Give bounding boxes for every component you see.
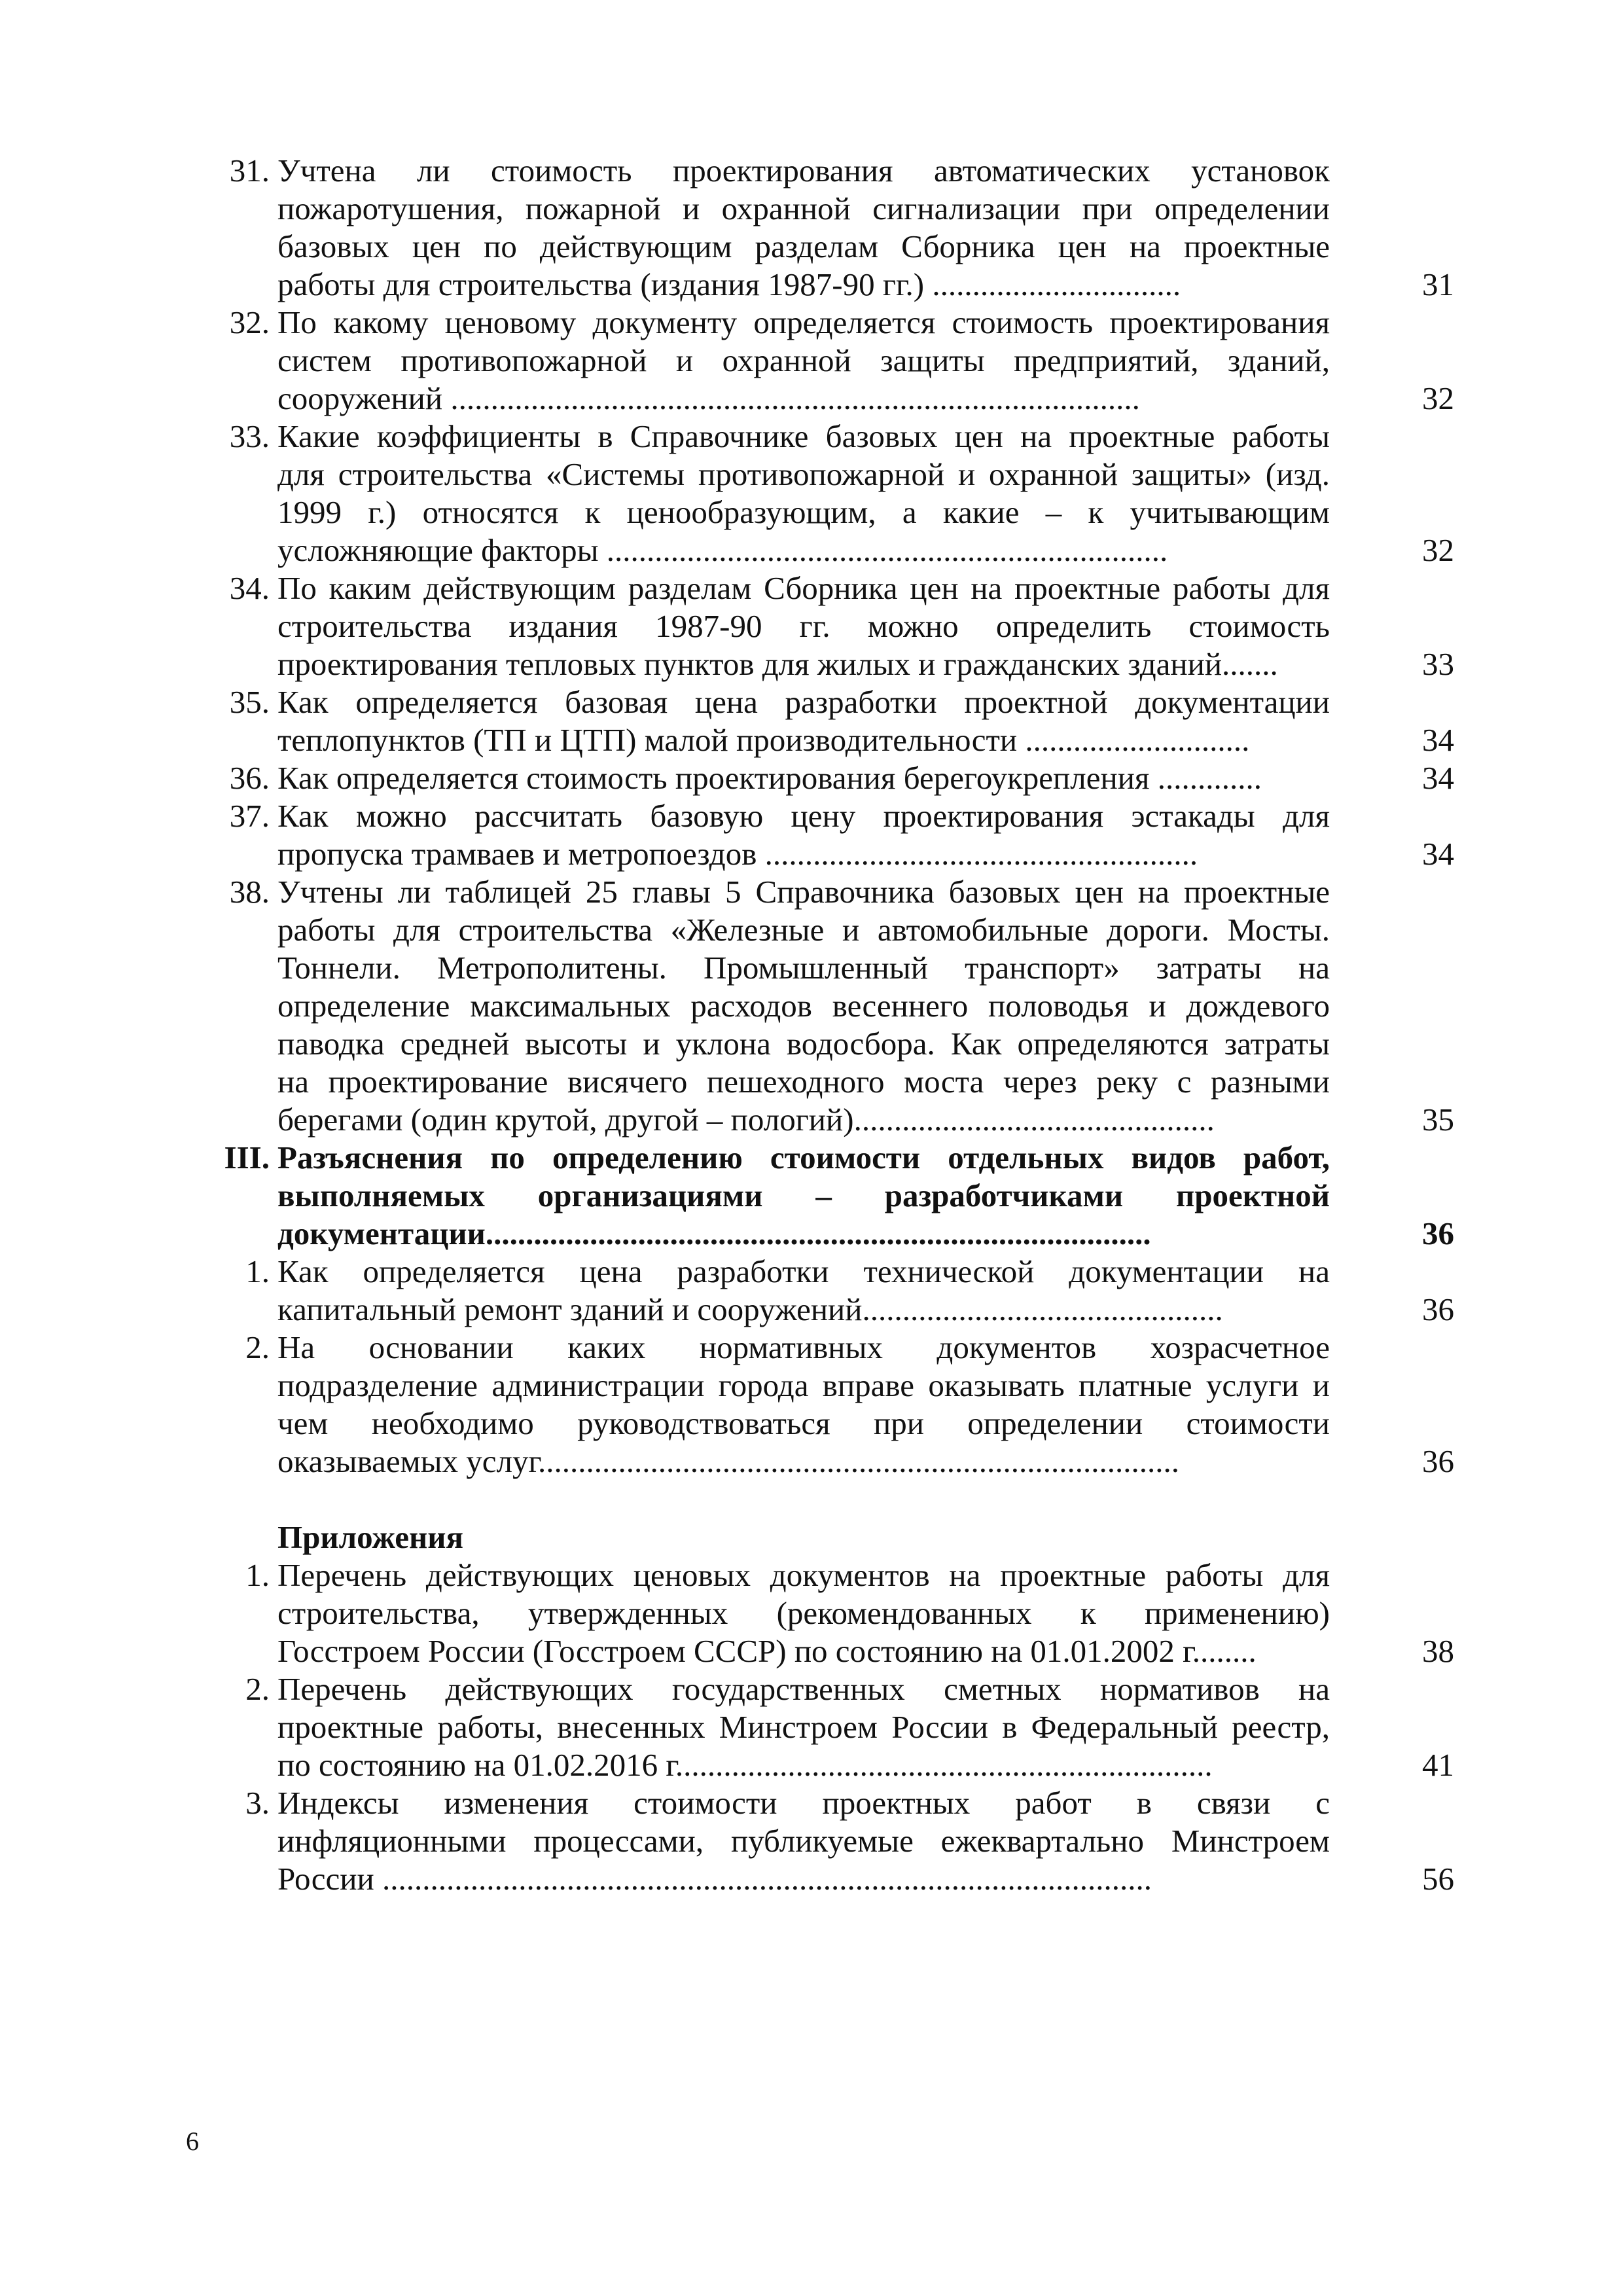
toc-entry-line: подразделение администрации города вправе оказывать платные услуги и	[277, 1367, 1330, 1403]
toc-entry-line: Перечень действующих ценовых документов на проектные работы для	[277, 1557, 1330, 1593]
toc-entry-line: документации...................................................................................	[277, 1215, 1151, 1251]
toc-entry-line: Перечень действующих государственных сметных нормативов на	[277, 1671, 1330, 1707]
toc-entry-line: России ................................................................................................	[277, 1861, 1152, 1897]
toc-entry-line: Разъяснения по определению стоимости отдельных видов работ,	[277, 1139, 1330, 1175]
toc-entry-line: Как определяется стоимость проектирования берегоукрепления .............	[277, 760, 1262, 796]
toc-entry-line: сооружений ......................................................................................	[277, 380, 1140, 416]
toc-page-number: 56	[1422, 1861, 1454, 1897]
toc-entry-line: инфляционными процессами, публикуемые ежеквартально Минстроем	[277, 1823, 1330, 1859]
toc-entry-line: работы для строительства (издания 1987-90 гг.) ...............................	[277, 266, 1181, 302]
toc-page-number: 35	[1422, 1102, 1454, 1138]
toc-entry-line: теплопунктов (ТП и ЦТП) малой производительности ............................	[277, 722, 1250, 758]
toc-entry-line: пожаротушения, пожарной и охранной сигнализации при определении	[277, 190, 1330, 226]
toc-entry-line: По каким действующим разделам Сборника цен на проектные работы для	[277, 570, 1330, 606]
toc-entry-number: 2.	[245, 1671, 270, 1707]
toc-entry-line: систем противопожарной и охранной защиты предприятий, зданий,	[277, 342, 1330, 378]
toc-entry-line: по состоянию на 01.02.2016 г...................................................................	[277, 1747, 1213, 1783]
toc-entry-number: 1.	[245, 1557, 270, 1593]
toc-entry-line: работы для строительства «Железные и автомобильные дороги. Мосты.	[277, 912, 1330, 948]
toc-entry-line: На основании каких нормативных документов хозрасчетное	[277, 1329, 1330, 1365]
toc-entry-number: 34.	[229, 570, 270, 606]
toc-entry-text	[277, 873, 1330, 1139]
toc-page-number: 34	[1422, 722, 1454, 758]
toc-page-number: 36	[1422, 1215, 1454, 1251]
toc-entry-line: усложняющие факторы ......................................................................	[277, 532, 1168, 568]
toc-entry-number: 36.	[229, 760, 270, 796]
toc-entry-line: проектирования тепловых пунктов для жилых и гражданских зданий.......	[277, 646, 1278, 682]
toc-entry-line: для строительства «Системы противопожарной и охранной защиты» (изд.	[277, 456, 1330, 492]
toc-page-number: 36	[1422, 1443, 1454, 1479]
toc-entry-text	[277, 683, 1330, 759]
toc-entry-line: капитальный ремонт зданий и сооружений.............................................	[277, 1291, 1223, 1327]
toc-entry-number: 31.	[229, 152, 270, 188]
toc-entry-text	[277, 304, 1330, 418]
toc-entry-line: Как определяется цена разработки технической документации на	[277, 1253, 1330, 1289]
toc-entry-text	[277, 1670, 1330, 1784]
toc-entry-number: 32.	[229, 304, 270, 340]
toc-page-number: 38	[1422, 1633, 1454, 1669]
toc-entry-number: 33.	[229, 418, 270, 454]
toc-entry-line: строительства, утвержденных (рекомендованных к применению)	[277, 1595, 1330, 1631]
toc-entry-text	[277, 1139, 1330, 1253]
toc-entry-number: 1.	[245, 1253, 270, 1289]
toc-entry-line: выполняемых организациями – разработчиками проектной	[277, 1177, 1330, 1213]
toc-entry-line: Учтены ли таблицей 25 главы 5 Справочника базовых цен на проектные	[277, 874, 1330, 910]
toc-entry-text	[277, 797, 1330, 873]
toc-entry-line: оказываемых услуг................................................................................	[277, 1443, 1180, 1479]
toc-entry-line: базовых цен по действующим разделам Сборника цен на проектные	[277, 228, 1330, 264]
toc-page-number: 32	[1422, 380, 1454, 416]
toc-entry-text	[277, 418, 1330, 569]
toc-entry-line: 1999 г.) относятся к ценообразующим, а какие – к учитывающим	[277, 494, 1330, 530]
toc-entry-line: Госстроем России (Госстроем СССР) по состоянию на 01.01.2002 г........	[277, 1633, 1257, 1669]
toc-entry-line: строительства издания 1987-90 гг. можно определить стоимость	[277, 608, 1330, 644]
toc-entry-line: определение максимальных расходов весеннего половодья и дождевого	[277, 988, 1330, 1024]
toc-entry-number: 3.	[245, 1785, 270, 1821]
toc-entry-line: проектные работы, внесенных Минстроем России в Федеральный реестр,	[277, 1709, 1330, 1745]
toc-entry-line: Как можно рассчитать базовую цену проектирования эстакады для	[277, 798, 1330, 834]
toc-entry-line: По какому ценовому документу определяется стоимость проектирования	[277, 304, 1330, 340]
toc-entry-line: Тоннели. Метрополитены. Промышленный транспорт» затраты на	[277, 950, 1330, 986]
toc-entry-text	[277, 152, 1330, 304]
toc-page-number: 36	[1422, 1291, 1454, 1327]
toc-entry-line: Как определяется базовая цена разработки проектной документации	[277, 684, 1330, 720]
toc-entry-line: Индексы изменения стоимости проектных работ в связи с	[277, 1785, 1330, 1821]
toc-page-number: 33	[1422, 646, 1454, 682]
toc-page-number: 34	[1422, 760, 1454, 796]
toc-entry-line: чем необходимо руководствоваться при определении стоимости	[277, 1405, 1330, 1441]
toc-page-number: 31	[1422, 266, 1454, 302]
toc-page-number: 34	[1422, 836, 1454, 872]
toc-entry-text	[277, 1253, 1330, 1329]
toc-entry-text	[277, 759, 1330, 797]
toc-entry-text	[277, 1784, 1330, 1898]
toc-entry-line: паводка средней высоты и уклона водосбора. Как определяются затраты	[277, 1026, 1330, 1062]
toc-entry-line: Учтена ли стоимость проектирования автоматических установок	[277, 152, 1330, 188]
toc-entry-line: берегами (один крутой, другой – пологий).............................................	[277, 1102, 1215, 1138]
toc-page-number: 41	[1422, 1747, 1454, 1783]
toc-entry-text	[277, 569, 1330, 683]
toc-entry-number: 38.	[229, 874, 270, 910]
toc-entry-text	[277, 1556, 1330, 1670]
toc-entry-line: на проектирование висячего пешеходного моста через реку с разными	[277, 1064, 1330, 1100]
appendix-heading: Приложения	[277, 1519, 463, 1555]
toc-page-number: 32	[1422, 532, 1454, 568]
toc-entry-number: III.	[224, 1139, 270, 1175]
toc-entry-number: 37.	[229, 798, 270, 834]
toc-entry-number: 2.	[245, 1329, 270, 1365]
toc-entry-text	[277, 1329, 1330, 1480]
toc-entry-line: пропуска трамваев и метропоездов ......................................................	[277, 836, 1198, 872]
toc-entry-number: 35.	[229, 684, 270, 720]
toc-entry-line: Какие коэффициенты в Справочнике базовых цен на проектные работы	[277, 418, 1330, 454]
page-number: 6	[186, 2126, 199, 2156]
